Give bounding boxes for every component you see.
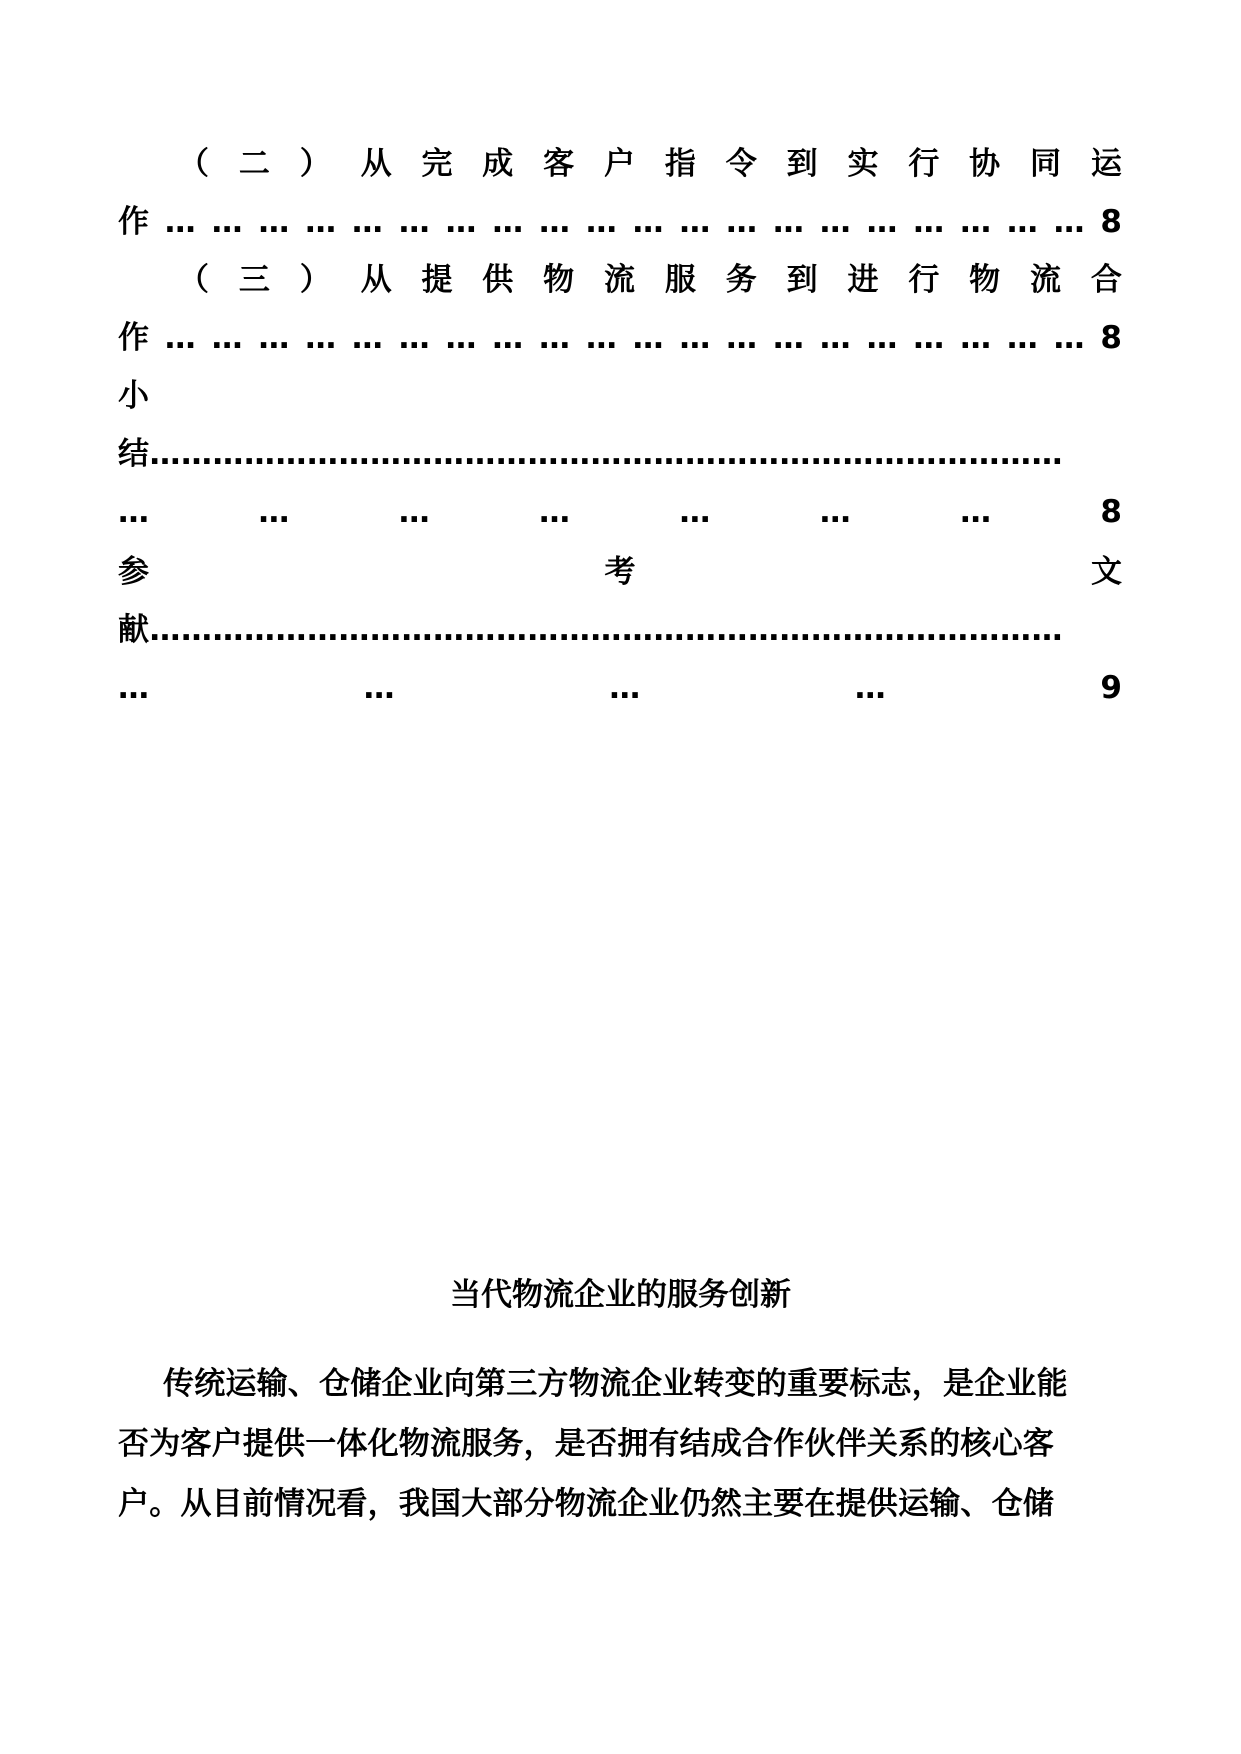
paragraph-line: 传统运输、仓储企业向第三方物流企业转变的重要标志，是企业能 (163, 1366, 1068, 1402)
toc-line (118, 608, 1122, 652)
toc-text: … (679, 204, 711, 240)
toc-text: 成 (482, 146, 514, 182)
toc-text: … (585, 204, 617, 240)
paragraph-line: 户。从目前情况看，我国大部分物流企业仍然主要在提供运输、仓储 (118, 1486, 1054, 1522)
toc-text: … (1006, 204, 1038, 240)
toc-text: 到 (786, 146, 818, 182)
toc-text: … (305, 204, 337, 240)
toc-text: … (164, 320, 196, 356)
toc-text: … (772, 320, 804, 356)
toc-text: … (363, 670, 395, 706)
toc-text: … (398, 204, 430, 240)
toc-text: 小 (118, 378, 149, 414)
toc-text: … (772, 204, 804, 240)
toc-text: … (679, 320, 711, 356)
toc-text: 行 (908, 262, 940, 298)
toc-text: 献…………………………………………………………………………… (118, 612, 1063, 648)
toc-text: 指 (664, 146, 696, 182)
toc-text: … (866, 320, 898, 356)
toc-text: （ (178, 262, 209, 298)
toc-text: … (854, 670, 886, 706)
toc-text: … (1006, 320, 1038, 356)
toc-text: … (118, 494, 149, 530)
toc-text: … (960, 204, 992, 240)
toc-text: … (726, 320, 758, 356)
toc-text: … (445, 320, 477, 356)
toc-text: 实 (847, 146, 879, 182)
toc-text: … (632, 204, 664, 240)
toc-text: … (632, 320, 664, 356)
toc-text: … (118, 670, 149, 706)
toc-text: … (539, 204, 571, 240)
toc-text: 同 (1030, 146, 1062, 182)
toc-line (118, 200, 1122, 244)
toc-text: … (539, 494, 571, 530)
toc-line (118, 550, 1122, 594)
toc-line (178, 142, 1122, 186)
toc-text: 运 (1090, 146, 1122, 182)
toc-text: ） (299, 146, 331, 182)
toc-text: … (866, 204, 898, 240)
toc-text: … (258, 494, 290, 530)
toc-text: 8 (1100, 494, 1122, 530)
toc-text: 务 (725, 262, 757, 298)
toc-text: 作 (118, 320, 149, 356)
toc-text: 协 (969, 146, 1001, 182)
toc-text: … (819, 494, 851, 530)
toc-text: … (609, 670, 641, 706)
toc-text: … (351, 204, 383, 240)
toc-line (118, 374, 1122, 418)
toc-text: 物 (969, 262, 1001, 298)
toc-text: 考 (604, 554, 636, 590)
toc-text: 二 (238, 146, 270, 182)
toc-text: （ (178, 146, 209, 182)
toc-text: 参 (118, 554, 149, 590)
toc-text: … (258, 320, 290, 356)
toc-text: 户 (604, 146, 636, 182)
toc-text: 作 (118, 204, 149, 240)
toc-text: … (819, 320, 851, 356)
toc-text: 8 (1100, 320, 1122, 356)
toc-text: 进 (847, 262, 879, 298)
toc-text: … (1053, 204, 1085, 240)
toc-text: 物 (543, 262, 575, 298)
toc-line (118, 432, 1122, 476)
toc-text: … (726, 204, 758, 240)
toc-text: … (351, 320, 383, 356)
toc-text: … (398, 320, 430, 356)
toc-text: 供 (482, 262, 514, 298)
toc-text: 令 (725, 146, 757, 182)
toc-text: … (585, 320, 617, 356)
toc-line (178, 258, 1122, 302)
toc-line (118, 316, 1122, 360)
toc-text: … (539, 320, 571, 356)
toc-text: … (164, 204, 196, 240)
article-title: 当代物流企业的服务创新 (450, 1277, 791, 1313)
toc-text: … (492, 204, 524, 240)
toc-text: … (211, 204, 243, 240)
toc-text: … (960, 320, 992, 356)
toc-text: … (305, 320, 337, 356)
toc-text: … (679, 494, 711, 530)
toc-text: … (1053, 320, 1085, 356)
toc-text: … (913, 320, 945, 356)
paragraph-line: 否为客户提供一体化物流服务，是否拥有结成合作伙伴关系的核心客 (118, 1426, 1054, 1462)
toc-text: 8 (1100, 204, 1122, 240)
toc-text: 从 (360, 262, 392, 298)
toc-text: 结…………………………………………………………………………… (118, 436, 1063, 472)
toc-text: 提 (421, 262, 453, 298)
toc-text: 服 (664, 262, 696, 298)
toc-text: 从 (360, 146, 392, 182)
toc-line (118, 666, 1122, 710)
toc-text: 合 (1090, 262, 1122, 298)
toc-text: 到 (786, 262, 818, 298)
toc-line (118, 490, 1122, 534)
toc-text: 三 (238, 262, 270, 298)
toc-text: 文 (1091, 554, 1122, 590)
toc-text: … (913, 204, 945, 240)
toc-text: … (819, 204, 851, 240)
toc-text: … (398, 494, 430, 530)
toc-text: … (258, 204, 290, 240)
toc-text: … (492, 320, 524, 356)
toc-text: 完 (421, 146, 453, 182)
toc-text: … (960, 494, 992, 530)
toc-text: 流 (604, 262, 636, 298)
toc-text: 行 (908, 146, 940, 182)
toc-text: … (445, 204, 477, 240)
toc-text: ） (299, 262, 331, 298)
toc-text: 客 (543, 146, 575, 182)
toc-text: … (211, 320, 243, 356)
toc-text: 9 (1100, 670, 1122, 706)
toc-text: 流 (1030, 262, 1062, 298)
